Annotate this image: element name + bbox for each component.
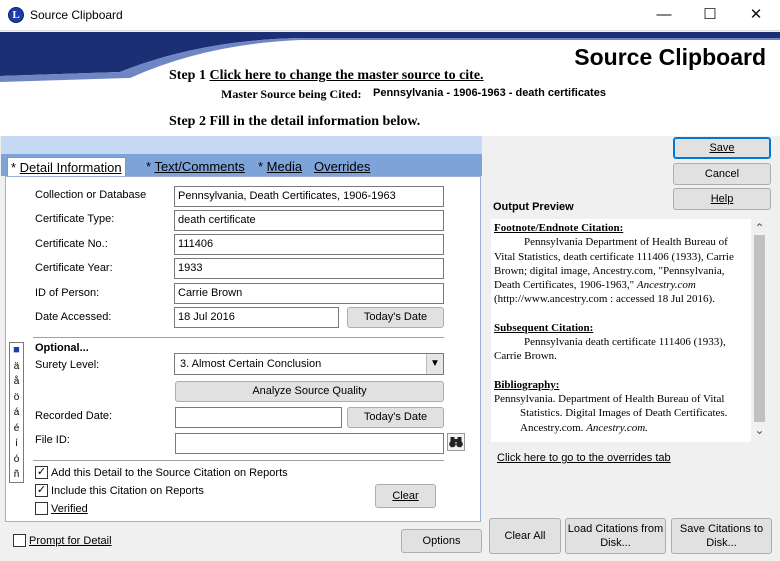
person-id-label: ID of Person:	[35, 287, 100, 299]
scroll-thumb[interactable]	[754, 235, 765, 422]
save-citations-button[interactable]	[671, 518, 772, 554]
special-char[interactable]: ä	[13, 360, 20, 372]
bibliography-italic: Ancestry.com.	[586, 421, 648, 434]
special-char[interactable]: ó	[13, 453, 20, 465]
step1-text	[169, 68, 484, 84]
save-label: Save	[709, 142, 735, 154]
special-char[interactable]: á	[13, 407, 20, 418]
tab-prefix: *	[11, 160, 20, 175]
certificate-no-field[interactable]: 111406	[174, 234, 444, 255]
surety-level-select[interactable]	[174, 353, 444, 375]
special-char[interactable]: å	[13, 376, 20, 387]
tab-label: Detail Information	[19, 160, 122, 175]
options-button[interactable]: Options	[401, 529, 482, 553]
tab-overrides[interactable]	[311, 157, 373, 176]
load-citations-label: Disk...	[600, 537, 631, 549]
recorded-todays-date-button[interactable]: Today's Date	[347, 407, 444, 428]
special-char-square[interactable]: ■	[13, 344, 20, 356]
binoculars-icon[interactable]	[447, 433, 465, 451]
tab-prefix: *	[258, 159, 267, 174]
step2-text: Step 2 Fill in the detail information below.	[169, 114, 421, 129]
cancel-button[interactable]: Cancel	[673, 163, 771, 185]
scroll-down-arrow-icon[interactable]: ⌄	[754, 423, 765, 437]
tab-bar	[1, 154, 482, 176]
tab-detail-information[interactable]	[7, 157, 126, 177]
save-button[interactable]	[673, 137, 771, 159]
prompt-for-detail-label: Prompt for Detail	[29, 535, 112, 547]
collection-label: Collection or Database	[35, 189, 147, 201]
scroll-up-arrow-icon[interactable]: ⌃	[754, 221, 765, 235]
save-citations-label: Save Citations to	[679, 523, 764, 535]
special-character-strip	[9, 342, 24, 483]
output-preview-label: Output Preview	[493, 201, 574, 213]
tab-prefix: *	[146, 159, 155, 174]
output-preview-text	[494, 221, 745, 435]
close-button[interactable]: ✕	[749, 6, 763, 23]
bibliography-text-part: Pennsylvania. Department of Health Bureau of Vital Statistics. Digital Images of Death Certificates. Ancestry.com.	[494, 392, 728, 434]
subsequent-text: Pennsylvania death certificate 111406 (1933), Carrie Brown.	[494, 336, 726, 363]
go-to-overrides-link[interactable]: Click here to go to the overrides tab	[497, 452, 671, 464]
footnote-heading: Footnote/Endnote Citation:	[494, 222, 624, 234]
divider	[33, 337, 444, 338]
prompt-for-detail-checkbox[interactable]	[13, 534, 26, 547]
bibliography-text	[494, 392, 745, 435]
surety-level-label: Surety Level:	[35, 359, 100, 371]
title-bar	[0, 0, 780, 31]
clear-all-button[interactable]: Clear All	[489, 518, 561, 554]
certificate-type-label: Certificate Type:	[35, 213, 115, 225]
help-button[interactable]	[673, 188, 771, 210]
step1-prefix: Step 1	[169, 68, 210, 83]
file-id-field[interactable]	[175, 433, 444, 454]
recorded-date-label: Recorded Date:	[35, 410, 113, 422]
master-source-value: Pennsylvania - 1906-1963 - death certificates	[373, 87, 606, 99]
include-citation-label: Include this Citation on Reports	[51, 485, 204, 497]
verified-label: Verified	[51, 503, 88, 515]
window-title: Source Clipboard	[30, 8, 123, 22]
load-citations-button[interactable]	[565, 518, 666, 554]
left-panel-top-strip	[1, 136, 482, 154]
load-citations-label: Load Citations from	[567, 523, 664, 535]
certificate-no-label: Certificate No.:	[35, 238, 108, 250]
footnote-text-part: (http://www.ancestry.com : accessed 18 Jul 2016).	[494, 293, 715, 306]
surety-level-value: 3. Almost Certain Conclusion	[180, 358, 322, 370]
tab-text-comments[interactable]	[143, 157, 248, 176]
bibliography-heading: Bibliography:	[494, 378, 560, 391]
minimize-button[interactable]: —	[656, 6, 672, 23]
subsequent-heading: Subsequent Citation:	[494, 321, 594, 334]
special-char[interactable]: ö	[13, 391, 20, 403]
special-char[interactable]: ñ	[13, 469, 20, 480]
app-logo-icon: L	[8, 7, 24, 23]
tab-label: Text/Comments	[154, 159, 245, 174]
tab-label: Media	[266, 159, 303, 174]
preview-scrollbar[interactable]	[751, 219, 768, 442]
change-master-source-link[interactable]: Click here to change the master source to cite.	[209, 68, 484, 83]
clear-button[interactable]	[375, 484, 436, 508]
footnote-text-part: Pennsylvania Department of Health Bureau of Vital Statistics, death certificate 111406 (1933), Carrie Brown; digital image, Ancestry.com, "Pennsylvania, Death Certificates, 1906-1963,"	[494, 236, 734, 292]
date-accessed-label: Date Accessed:	[35, 311, 112, 323]
person-id-field[interactable]: Carrie Brown	[174, 283, 444, 304]
certificate-type-field[interactable]: death certificate	[174, 210, 444, 231]
optional-heading: Optional...	[35, 342, 89, 354]
clear-label: Clear	[392, 490, 419, 502]
add-detail-label: Add this Detail to the Source Citation on Reports	[51, 467, 288, 479]
certificate-year-label: Certificate Year:	[35, 262, 113, 274]
include-citation-checkbox[interactable]: ✓	[36, 484, 47, 496]
footnote-italic: Ancestry.com	[636, 279, 696, 292]
collection-field[interactable]: Pennsylvania, Death Certificates, 1906-1963	[174, 186, 444, 207]
analyze-source-quality-button[interactable]: Analyze Source Quality	[175, 381, 444, 402]
tab-label: Overrides	[314, 159, 371, 174]
chevron-down-icon[interactable]: ▼	[426, 354, 443, 374]
date-accessed-field[interactable]: 18 Jul 2016	[174, 307, 339, 328]
banner-title: Source Clipboard	[574, 44, 766, 70]
maximize-button[interactable]: ☐	[703, 6, 717, 23]
file-id-label: File ID:	[35, 434, 70, 446]
output-preview-box	[491, 219, 768, 442]
save-citations-label: Disk...	[706, 537, 737, 549]
recorded-date-field[interactable]	[175, 407, 342, 428]
todays-date-button[interactable]: Today's Date	[347, 307, 444, 328]
header-banner	[0, 32, 780, 136]
footnote-text	[494, 235, 745, 306]
master-source-label: Master Source being Cited:	[221, 87, 362, 101]
tab-media[interactable]	[255, 157, 305, 176]
certificate-year-field[interactable]: 1933	[174, 258, 444, 279]
add-detail-checkbox[interactable]: ✓	[36, 466, 47, 478]
help-label: Help	[710, 193, 734, 205]
special-char[interactable]: í	[15, 438, 18, 449]
divider	[33, 460, 444, 461]
special-char[interactable]: é	[13, 422, 20, 434]
verified-checkbox[interactable]	[35, 502, 48, 515]
